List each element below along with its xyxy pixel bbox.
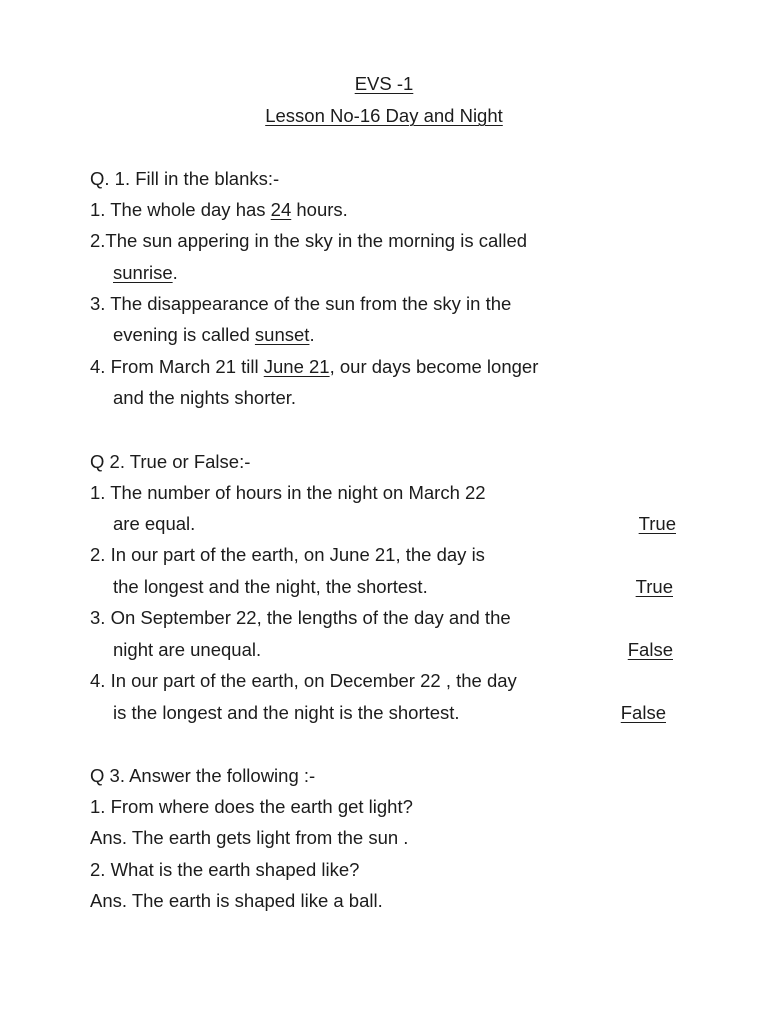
q1-item-2-answer: sunrise (113, 262, 173, 283)
q3-title: Q 3. Answer the following :- (90, 765, 316, 786)
q1-item-3-line2 (113, 324, 315, 346)
q2-item-1-line2: are equal. (113, 513, 196, 534)
q2-item-3-line2: night are unequal. (113, 639, 262, 660)
q3-question-2: 2. What is the earth shaped like? (90, 859, 360, 880)
q1-item-1 (90, 199, 348, 221)
q1-item-2-line1: 2.The sun appering in the sky in the morning is called (90, 230, 528, 251)
q3-answer-2: Ans. The earth is shaped like a ball. (90, 890, 383, 911)
q3-question-1: 1. From where does the earth get light? (90, 796, 413, 817)
q1-item-2-line2 (113, 262, 178, 284)
lesson-title: Lesson No-16 Day and Night (265, 105, 503, 126)
q1-item-3-pre: evening is called (113, 324, 255, 345)
q2-item-4-answer: False (620, 702, 666, 723)
q2-item-2-line2: the longest and the night, the shortest. (113, 576, 428, 597)
q2-item-2-line1: 2. In our part of the earth, on June 21, the day is (90, 544, 485, 565)
q1-item-4-answer: June 21 (263, 356, 330, 377)
q1-item-4-post: , our days become longer (329, 356, 539, 377)
q3-answer-1: Ans. The earth gets light from the sun . (90, 827, 409, 848)
q2-item-4-line2: is the longest and the night is the shortest. (113, 702, 460, 723)
q1-item-1-post: hours. (291, 199, 348, 220)
q2-item-3-answer: False (627, 639, 673, 660)
q2-item-1-line1: 1. The number of hours in the night on March 22 (90, 482, 486, 503)
q1-item-4-line2: and the nights shorter. (113, 387, 297, 408)
q1-item-4-line1 (90, 356, 538, 378)
q1-item-1-answer: 24 (270, 199, 292, 220)
q1-item-4-pre: 4. From March 21 till (90, 356, 264, 377)
q2-item-3-line1: 3. On September 22, the lengths of the day and the (90, 607, 511, 628)
q1-title: Q. 1. Fill in the blanks:- (90, 168, 280, 189)
q2-item-4-line1: 4. In our part of the earth, on December 22 , the day (90, 670, 517, 691)
q1-item-2-post: . (172, 262, 178, 283)
subject-title: EVS -1 (354, 73, 414, 94)
q2-item-1-answer: True (638, 513, 676, 534)
q1-item-1-pre: 1. The whole day has (90, 199, 271, 220)
q1-item-3-line1: 3. The disappearance of the sun from the sky in the (90, 293, 512, 314)
q1-item-3-post: . (309, 324, 315, 345)
q1-item-3-answer: sunset (254, 324, 310, 345)
q2-title: Q 2. True or False:- (90, 451, 251, 472)
q2-item-2-answer: True (635, 576, 673, 597)
